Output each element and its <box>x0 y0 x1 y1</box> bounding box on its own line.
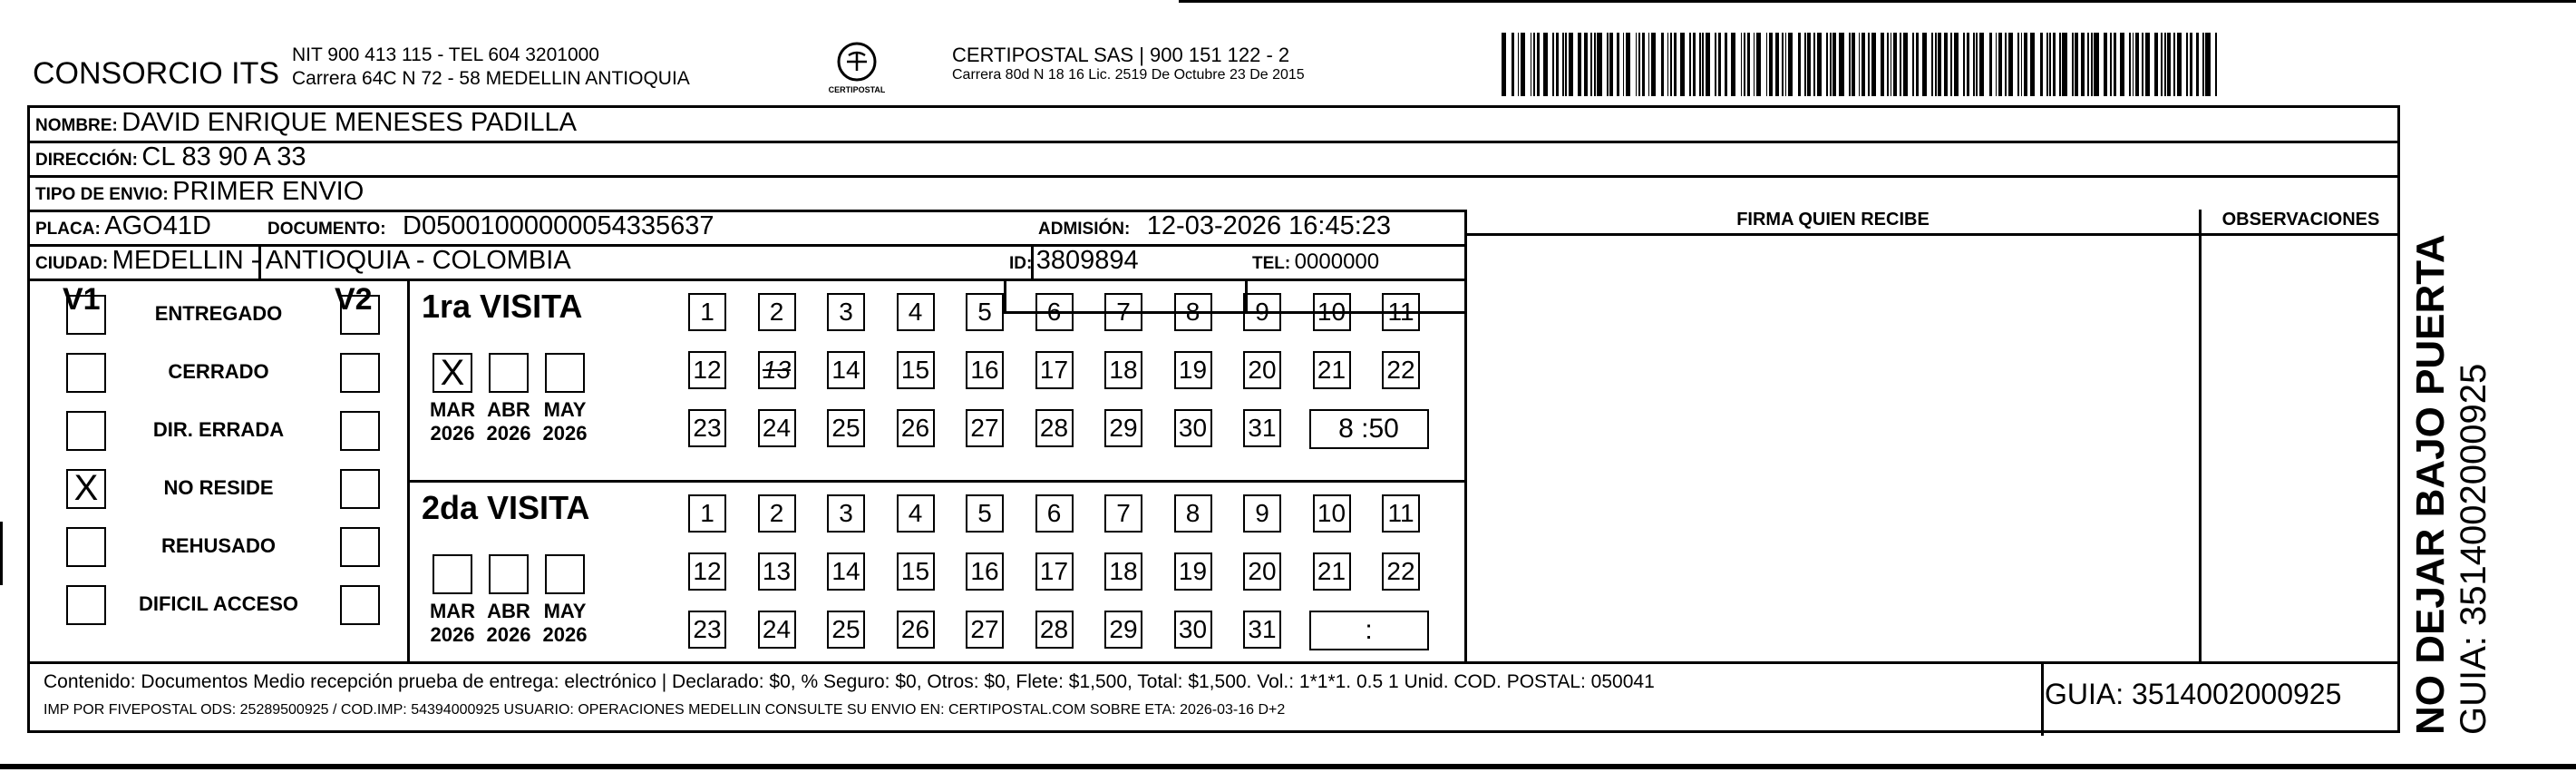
row-tipo <box>35 177 364 207</box>
month-checkbox-may[interactable] <box>545 353 585 393</box>
barcode-bar <box>2081 33 2085 96</box>
barcode-bar <box>2114 33 2117 96</box>
barcode-bar <box>1782 33 1784 96</box>
barcode-bar <box>2215 33 2217 96</box>
day-box-18[interactable]: 18 <box>1104 552 1142 591</box>
rule-1 <box>30 141 2400 143</box>
barcode-bar <box>1638 33 1640 96</box>
day-box-30[interactable]: 30 <box>1174 611 1212 649</box>
row-tel <box>1252 249 1379 275</box>
barcode-bar <box>1807 33 1811 96</box>
barcode-bar <box>2059 33 2061 96</box>
barcode-bar <box>1590 33 1592 96</box>
row-admision <box>1038 211 1391 241</box>
day-box-25[interactable]: 25 <box>827 611 865 649</box>
direccion-label: DIRECCIÓN: <box>35 151 138 170</box>
day-box-3[interactable]: 3 <box>827 293 865 331</box>
month-label: MAR 2026 <box>429 398 476 445</box>
barcode-bar <box>1989 33 1993 96</box>
day-box-13[interactable]: 13 <box>758 552 796 591</box>
company-info <box>292 44 690 91</box>
barcode-bar <box>1731 33 1735 96</box>
barcode-bar <box>1502 33 1506 96</box>
barcode-bar <box>1609 33 1613 96</box>
barcode-bar <box>1648 33 1650 96</box>
barcode-bar <box>1597 33 1601 96</box>
barcode-bar <box>1775 33 1779 96</box>
barcode-bar <box>1674 33 1677 96</box>
barcode-bar <box>2173 33 2175 96</box>
placa-label: PLACA: <box>35 220 101 239</box>
barcode-bar <box>2133 33 2134 96</box>
barcode-bar <box>1973 33 1975 96</box>
company-name: CONSORCIO ITS <box>33 56 280 91</box>
month-label: ABR 2026 <box>486 398 531 445</box>
certipostal-info <box>952 44 1305 83</box>
day-box-26[interactable]: 26 <box>897 611 935 649</box>
barcode-bar <box>2161 33 2163 96</box>
ciudad-label: CIUDAD: <box>35 254 109 273</box>
barcode-bar <box>1922 33 1927 96</box>
barcode-bar <box>1754 33 1755 96</box>
barcode-bar <box>1689 33 1691 96</box>
tipo-label: TIPO DE ENVIO: <box>35 185 169 204</box>
footer-print-line: IMP POR FIVEPOSTAL ODS: 25289500925 / COD.IMP: 54394000925 USUARIO: OPERACIONES MEDELLIN CONSULTE SU ENVIO EN: CERTIPOSTAL.COM SOBRE ETA: 2026-03-16 D+2 <box>44 702 1286 718</box>
month-label: MAY 2026 <box>542 600 588 646</box>
status-label: ENTREGADO <box>154 302 283 325</box>
day-box-17[interactable]: 17 <box>1035 351 1074 389</box>
day-box-16[interactable]: 16 <box>966 552 1004 591</box>
barcode-bar <box>1979 33 1984 96</box>
barcode-bar <box>2087 33 2089 96</box>
day-box-7[interactable]: 7 <box>1104 293 1142 331</box>
barcode-bar <box>1667 33 1669 96</box>
day-box-6[interactable]: 6 <box>1035 293 1074 331</box>
row-nombre <box>35 108 577 138</box>
barcode-bar <box>1976 33 1978 96</box>
admision-value: 12-03-2026 16:45:23 <box>1146 211 1392 240</box>
day-box-6[interactable]: 6 <box>1035 494 1074 533</box>
barcode-bar <box>2046 33 2048 96</box>
id-label: ID: <box>1009 254 1033 273</box>
barcode-bar <box>1562 33 1564 96</box>
barcode-bar <box>2129 33 2131 96</box>
visit-title: 2da VISITA <box>422 489 590 526</box>
time-field[interactable]: : <box>1309 611 1429 650</box>
barcode-bar <box>1798 33 1802 96</box>
scan-edge-bottom <box>0 764 2576 769</box>
barcode-bar <box>2154 33 2158 96</box>
day-box-24[interactable]: 24 <box>758 611 796 649</box>
day-box-11[interactable]: 11 <box>1382 293 1420 331</box>
barcode-bar <box>1868 33 1870 96</box>
documento-label: DOCUMENTO: <box>267 220 386 239</box>
id-value: 3809894 <box>1035 246 1139 275</box>
day-box-14[interactable]: 14 <box>827 351 865 389</box>
barcode-bar <box>2091 33 2093 96</box>
day-box-7[interactable]: 7 <box>1104 494 1142 533</box>
month-checkbox-mar[interactable]: X <box>433 353 472 393</box>
day-box-28[interactable]: 28 <box>1035 409 1074 447</box>
day-box-8[interactable]: 8 <box>1174 293 1212 331</box>
barcode-bar <box>1871 33 1876 96</box>
barcode-bar <box>1852 33 1855 96</box>
day-box-4[interactable]: 4 <box>897 293 935 331</box>
v2-checkbox-cerrado[interactable] <box>340 353 380 393</box>
barcode-bar <box>1891 33 1892 96</box>
barcode-bar <box>1584 33 1588 96</box>
day-box-12[interactable]: 12 <box>688 552 726 591</box>
barcode-bar <box>2145 33 2150 96</box>
observaciones-header: OBSERVACIONES <box>2221 210 2380 230</box>
barcode <box>1502 33 2221 96</box>
day-box-27[interactable]: 27 <box>966 409 1004 447</box>
barcode-bar <box>1887 33 1889 96</box>
ciudad-value: MEDELLIN - ANTIOQUIA - COLOMBIA <box>112 246 571 275</box>
barcode-bar <box>1935 33 1937 96</box>
day-box-29[interactable]: 29 <box>1104 611 1142 649</box>
status-label: CERRADO <box>168 360 269 383</box>
barcode-bar <box>1521 33 1525 96</box>
day-box-8[interactable]: 8 <box>1174 494 1212 533</box>
barcode-bar <box>1569 33 1573 96</box>
day-box-20[interactable]: 20 <box>1243 351 1281 389</box>
barcode-bar <box>1893 33 1897 96</box>
barcode-bar <box>1715 33 1716 96</box>
barcode-bar <box>1881 33 1884 96</box>
month-checkbox-abr[interactable] <box>489 554 529 594</box>
day-box-14[interactable]: 14 <box>827 552 865 591</box>
day-box-28[interactable]: 28 <box>1035 611 1074 649</box>
form-frame <box>27 105 2400 733</box>
day-box-20[interactable]: 20 <box>1243 552 1281 591</box>
barcode-bar <box>1967 33 1970 96</box>
barcode-bar <box>2177 33 2182 96</box>
barcode-bar <box>1903 33 1908 96</box>
side-notice <box>2408 136 2553 735</box>
scan-edge-left <box>0 522 3 585</box>
v2-checkbox-dificil-acceso[interactable] <box>340 585 380 625</box>
barcode-bar <box>1804 33 1806 96</box>
barcode-bar <box>1702 33 1704 96</box>
barcode-bar <box>1512 33 1515 96</box>
day-box-17[interactable]: 17 <box>1035 552 1074 591</box>
row-placa <box>35 211 211 241</box>
barcode-bar <box>1954 33 1959 96</box>
barcode-bar <box>1859 33 1861 96</box>
time-field[interactable]: 8 :50 <box>1309 409 1429 449</box>
barcode-bar <box>1518 33 1520 96</box>
barcode-bar <box>1938 33 1941 96</box>
row-direccion <box>35 142 306 172</box>
barcode-bar <box>1747 33 1751 96</box>
barcode-bar <box>1626 33 1630 96</box>
barcode-bar <box>1543 33 1548 96</box>
barcode-bar <box>2135 33 2139 96</box>
day-box-19[interactable]: 19 <box>1174 351 1212 389</box>
barcode-bar <box>2190 33 2193 96</box>
day-box-26[interactable]: 26 <box>897 409 935 447</box>
sep-id <box>1004 279 1006 311</box>
barcode-bar <box>1651 33 1656 96</box>
barcode-bar <box>1741 33 1743 96</box>
day-box-24[interactable]: 24 <box>758 409 796 447</box>
day-box-1[interactable]: 1 <box>688 494 726 533</box>
day-box-13[interactable]: 13 <box>758 351 796 389</box>
barcode-bar <box>2053 33 2056 96</box>
day-box-21[interactable]: 21 <box>1313 552 1351 591</box>
barcode-bar <box>2008 33 2013 96</box>
day-box-18[interactable]: 18 <box>1104 351 1142 389</box>
barcode-bar <box>1744 33 1745 96</box>
v2-checkbox-dir-errada[interactable] <box>340 411 380 451</box>
barcode-bar <box>1642 33 1646 96</box>
barcode-bar <box>1916 33 1920 96</box>
barcode-bar <box>1617 33 1620 96</box>
row-documento <box>267 211 714 241</box>
barcode-bar <box>2030 33 2035 96</box>
day-box-31[interactable]: 31 <box>1243 409 1281 447</box>
sep-footer-guia <box>2041 661 2044 736</box>
barcode-bar <box>1900 33 1901 96</box>
day-box-10[interactable]: 10 <box>1313 293 1351 331</box>
barcode-bar <box>1693 33 1696 96</box>
v2-checkbox-rehusado[interactable] <box>340 527 380 567</box>
firma-area[interactable] <box>1468 236 2197 659</box>
barcode-bar <box>1636 33 1638 96</box>
barcode-bar <box>2072 33 2074 96</box>
barcode-bar <box>1623 33 1625 96</box>
v2-checkbox-entregado[interactable] <box>340 295 380 335</box>
tipo-value: PRIMER ENVIO <box>172 177 365 206</box>
barcode-bar <box>1565 33 1567 96</box>
barcode-bar <box>2164 33 2166 96</box>
rule-5 <box>30 279 1464 281</box>
day-box-2[interactable]: 2 <box>758 494 796 533</box>
barcode-bar <box>2021 33 2023 96</box>
v1-checkbox-no-reside[interactable]: X <box>66 469 106 509</box>
barcode-bar <box>1839 33 1843 96</box>
day-box-23[interactable]: 23 <box>688 611 726 649</box>
day-box-9[interactable]: 9 <box>1243 293 1281 331</box>
barcode-bar <box>1699 33 1701 96</box>
rule-footer <box>30 661 2400 664</box>
barcode-bar <box>2120 33 2124 96</box>
day-box-29[interactable]: 29 <box>1104 409 1142 447</box>
tel-value: 0000000 <box>1294 249 1380 274</box>
barcode-bar <box>1552 33 1554 96</box>
barcode-bar <box>1718 33 1722 96</box>
observaciones-area[interactable] <box>2202 236 2398 659</box>
barcode-bar <box>2167 33 2171 96</box>
barcode-bar <box>1706 33 1710 96</box>
v2-checkbox-no-reside[interactable] <box>340 469 380 509</box>
barcode-bar <box>1607 33 1609 96</box>
barcode-bar <box>2186 33 2188 96</box>
barcode-bar <box>1944 33 1948 96</box>
side-guia: GUIA: 3514002000925 <box>2454 363 2493 735</box>
day-box-22[interactable]: 22 <box>1382 552 1420 591</box>
barcode-bar <box>1998 33 2002 96</box>
nit-line: NIT 900 413 115 - TEL 604 3201000 <box>292 44 599 65</box>
month-checkbox-may[interactable] <box>545 554 585 594</box>
day-box-25[interactable]: 25 <box>827 409 865 447</box>
admision-label: ADMISIÓN: <box>1038 220 1131 239</box>
month-label: MAY 2026 <box>542 398 588 445</box>
v1-header: V1 <box>63 282 101 317</box>
barcode-bar <box>2094 33 2098 96</box>
barcode-bar <box>1862 33 1865 96</box>
barcode-bar <box>1912 33 1914 96</box>
barcode-bar <box>1849 33 1851 96</box>
day-box-27[interactable]: 27 <box>966 611 1004 649</box>
barcode-bar <box>1963 33 1965 96</box>
month-label: MAR 2026 <box>429 600 476 646</box>
rule-2 <box>30 175 2400 178</box>
day-box-10[interactable]: 10 <box>1313 494 1351 533</box>
day-box-5[interactable]: 5 <box>966 293 1004 331</box>
barcode-bar <box>1826 33 1828 96</box>
barcode-bar <box>1766 33 1768 96</box>
month-checkbox-mar[interactable] <box>433 554 472 594</box>
tel-label: TEL: <box>1252 254 1291 273</box>
day-box-23[interactable]: 23 <box>688 409 726 447</box>
footer-guia: GUIA: 3514002000925 <box>2045 678 2342 710</box>
barcode-bar <box>2110 33 2112 96</box>
barcode-bar <box>1785 33 1787 96</box>
day-box-15[interactable]: 15 <box>897 351 935 389</box>
barcode-bar <box>1756 33 1761 96</box>
barcode-bar <box>1931 33 1933 96</box>
status-label: DIR. ERRADA <box>152 418 285 441</box>
day-box-19[interactable]: 19 <box>1174 552 1212 591</box>
direccion-value: CL 83 90 A 33 <box>141 142 306 171</box>
month-label: ABR 2026 <box>486 600 531 646</box>
barcode-bar <box>1680 33 1685 96</box>
barcode-bar <box>1725 33 1728 96</box>
row-ciudad <box>35 246 571 276</box>
scan-edge-top <box>1179 0 2576 3</box>
col-sep-firma <box>1464 210 1467 661</box>
barcode-bar <box>2062 33 2066 96</box>
day-box-11[interactable]: 11 <box>1382 494 1420 533</box>
day-box-4[interactable]: 4 <box>897 494 935 533</box>
footer-content-line: Contenido: Documentos Medio recepción prueba de entrega: electrónico | Declarado: $0, % Seguro: $0, Otros: $0, Flete: $1,500, Total: $1,500. Vol.: 1*1*1. 0.5 1 Unid. COD. POSTAL: 050041 <box>44 671 1655 692</box>
certipostal-line2: Carrera 80d N 18 16 Lic. 2519 De Octubre 23 De 2015 <box>952 67 1305 83</box>
day-box-30[interactable]: 30 <box>1174 409 1212 447</box>
placa-value: AGO41D <box>104 211 211 240</box>
barcode-bar <box>2202 33 2204 96</box>
barcode-bar <box>2040 33 2044 96</box>
logo-wordmark: CERTIPOSTAL <box>829 85 885 94</box>
month-checkbox-abr[interactable] <box>489 353 529 393</box>
day-box-16[interactable]: 16 <box>966 351 1004 389</box>
barcode-bar <box>1813 33 1815 96</box>
certipostal-logo <box>829 40 885 98</box>
day-box-21[interactable]: 21 <box>1313 351 1351 389</box>
side-notice-line1: NO DEJAR BAJO PUERTA <box>2408 234 2453 735</box>
day-box-15[interactable]: 15 <box>897 552 935 591</box>
status-label: NO RESIDE <box>163 476 274 499</box>
barcode-bar <box>2005 33 2007 96</box>
barcode-bar <box>1533 33 1535 96</box>
v2-header: V2 <box>335 282 373 317</box>
day-box-9[interactable]: 9 <box>1243 494 1281 533</box>
barcode-bar <box>1832 33 1836 96</box>
address-line: Carrera 64C N 72 - 58 MEDELLIN ANTIOQUIA <box>292 68 690 89</box>
day-box-2[interactable]: 2 <box>758 293 796 331</box>
visit-title: 1ra VISITA <box>422 288 583 325</box>
barcode-bar <box>1830 33 1832 96</box>
barcode-bar <box>2075 33 2078 96</box>
barcode-bar <box>2024 33 2027 96</box>
barcode-bar <box>1996 33 1998 96</box>
sep-status-visit <box>407 279 410 661</box>
barcode-bar <box>1531 33 1532 96</box>
barcode-bar <box>1578 33 1581 96</box>
barcode-bar <box>1661 33 1665 96</box>
status-label: DIFICIL ACCESO <box>138 592 298 615</box>
barcode-bar <box>1556 33 1560 96</box>
barcode-bar <box>1817 33 1822 96</box>
documento-value: D05001000000054335637 <box>403 211 714 240</box>
barcode-bar <box>2205 33 2210 96</box>
row-id <box>1009 246 1139 276</box>
day-box-22[interactable]: 22 <box>1382 351 1420 389</box>
barcode-bar <box>2049 33 2051 96</box>
barcode-bar <box>1594 33 1596 96</box>
day-box-5[interactable]: 5 <box>966 494 1004 533</box>
certipostal-line1: CERTIPOSTAL SAS | 900 151 122 - 2 <box>952 44 1290 66</box>
barcode-bar <box>1950 33 1952 96</box>
day-box-31[interactable]: 31 <box>1243 611 1281 649</box>
barcode-bar <box>1670 33 1672 96</box>
barcode-bar <box>1769 33 1773 96</box>
barcode-bar <box>2142 33 2143 96</box>
nombre-label: NOMBRE: <box>35 116 118 135</box>
barcode-bar <box>1537 33 1541 96</box>
barcode-bar <box>2196 33 2200 96</box>
barcode-bar <box>1788 33 1793 96</box>
status-label: REHUSADO <box>161 534 276 557</box>
col-sep-obs <box>2199 210 2202 661</box>
day-box-1[interactable]: 1 <box>688 293 726 331</box>
barcode-bar <box>2104 33 2107 96</box>
day-box-12[interactable]: 12 <box>688 351 726 389</box>
rule-visit-split <box>407 480 1464 483</box>
nombre-value: DAVID ENRIQUE MENESES PADILLA <box>122 108 577 137</box>
firma-header: FIRMA QUIEN RECIBE <box>1736 210 1930 230</box>
day-box-3[interactable]: 3 <box>827 494 865 533</box>
barcode-bar <box>2017 33 2019 96</box>
